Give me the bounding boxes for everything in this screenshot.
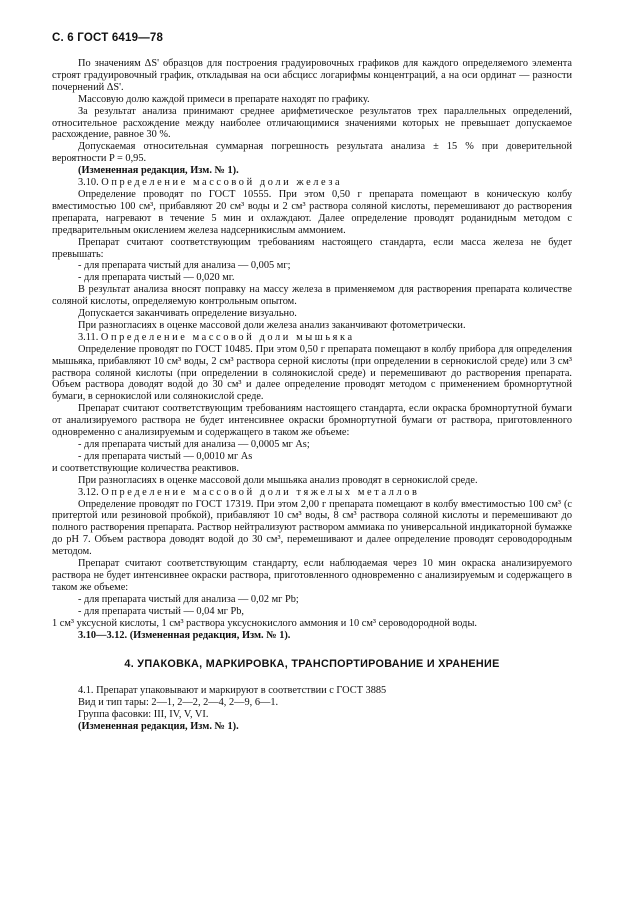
section-4-heading: 4. УПАКОВКА, МАРКИРОВКА, ТРАНСПОРТИРОВАНИЕ И ХРАНЕНИЕ: [124, 658, 500, 671]
paragraph-iron-visual: Допускается заканчивать определение визуально.: [78, 308, 297, 320]
list-item-arsenic-analysis-grade: - для препарата чистый для анализа — 0,0005 мг As;: [78, 439, 310, 450]
paragraph-heavy-metals-requirement: Препарат считают соответствующим стандарту, если наблюдаемая через 10 мин окраска анализируемого раствора не будет интенсивнее окраски раствора, приготовленного одновременно с анализируемым и содержащего в таком же объеме:: [52, 558, 572, 593]
section-3-11-number: 3.11.: [78, 331, 99, 343]
paragraph-graph-construction: По значениям ΔS' образцов для построения градуировочных графиков для каждого определяемого элемента строят градуировочный график, откладывая на оси абсцисс логарифмы концентраций, а на оси ординат — разности почернений ΔS'.: [52, 58, 572, 93]
paragraph-arsenic-dispute: При разногласиях в оценке массовой доли мышьяка анализ проводят в сернокислой среде.: [78, 474, 478, 486]
paragraph-heavy-metals-reagents: 1 см³ уксусной кислоты, 1 см³ раствора уксуснокислого аммония и 10 см³ сероводородной воды.: [52, 617, 477, 629]
revision-note-3: (Измененная редакция, Изм. № 1).: [78, 721, 239, 733]
list-item-lead-analysis-grade: - для препарата чистый для анализа — 0,02 мг Pb;: [78, 593, 299, 605]
paragraph-iron-procedure: Определение проводят по ГОСТ 10555. При этом 0,50 г препарата помещают в коническую колбу вместимостью 100 см³, прибавляют 20 см³ воды и 2 см³ раствора соляной кислоты, перемешивают до растворения препарата, нагревают в течение 5 мин и охлаждают. Далее определение проводят роданидным методом с предварительным окислением железа надсерникислым аммонием.: [52, 188, 572, 236]
paragraph-result-average: За результат анализа принимают среднее арифметическое результатов трех параллельных определений, относительное расхождение между наиболее отличающимися значениями которых не превышает допускаемое расхождение, равное 30 %.: [52, 105, 572, 141]
list-item-lead-pure-grade: - для препарата чистый — 0,04 мг Pb,: [78, 605, 244, 617]
section-3-10-heading: [52, 177, 572, 189]
document-body: [52, 58, 572, 733]
section-3-12-number: 3.12.: [78, 486, 99, 498]
paragraph-container-type: Вид и тип тары: 2—1, 2—2, 2—4, 2—9, 6—1.: [78, 697, 279, 709]
paragraph-packaging: 4.1. Препарат упаковывают и маркируют в соответствии с ГОСТ 3885: [78, 685, 387, 697]
section-3-11-title: Определение массовой доли мышьяка: [100, 331, 355, 343]
list-item-arsenic-pure-grade: - для препарата чистый — 0,0010 мг As: [78, 450, 253, 462]
paragraph-error-tolerance: Допускаемая относительная суммарная погрешность результата анализа ± 15 % при доверительной вероятности P = 0,95.: [52, 141, 572, 165]
paragraph-packing-group: Группа фасовки: III, IV, V, VI.: [78, 709, 209, 721]
list-item-iron-pure-grade: - для препарата чистый — 0,020 мг.: [78, 272, 235, 284]
paragraph-impurity-by-graph: Массовую долю каждой примеси в препарате находят по графику.: [78, 93, 370, 105]
revision-note-2: 3.10—3.12. (Измененная редакция, Изм. № 1).: [78, 629, 291, 641]
paragraph-arsenic-requirement: Препарат считают соответствующим требованиям настоящего стандарта, если окраска бромнортутной бумаги от анализируемого раствора не будет интенсивнее окраски бромнортутной бумаги от раствора, приготовленного одновременно с анализируемым и содержащего в таком же объеме:: [52, 403, 572, 439]
paragraph-iron-requirement: Препарат считают соответствующим требованиям настоящего стандарта, если масса железа не будет превышать:: [52, 236, 572, 260]
section-3-12-heading: [52, 487, 572, 499]
section-3-12-title: Определение массовой доли тяжелых металлов: [101, 486, 420, 498]
section-3-10-title: Определение массовой доли железа: [101, 177, 343, 189]
list-item-iron-analysis-grade: - для препарата чистый для анализа — 0,005 мг;: [78, 260, 291, 272]
revision-note-1: (Измененная редакция, Изм. № 1).: [78, 165, 239, 177]
paragraph-arsenic-reagents: и соответствующие количества реактивов.: [52, 462, 239, 474]
section-3-11-heading: [52, 332, 572, 344]
paragraph-iron-correction: В результат анализа вносят поправку на массу железа в применяемом для растворения препарата количестве соляной кислоты, определяемую контрольным опытом.: [52, 284, 572, 308]
paragraph-heavy-metals-procedure: Определение проводят по ГОСТ 17319. При этом 2,00 г препарата помещают в колбу вместимостью 100 см³ (с притертой или резиновой пробкой), прибавляют 10 см³ воды, 8 см³ раствора соляной кислоты и перемешивают до полного растворения препарата. Раствор нейтрализуют раствором аммиака по универсальной индикаторной бумажке до рН 7. Объем раствора доводят водой до 30 см³, перемешивают и далее определение проводят сероводородным методом.: [52, 498, 572, 558]
paragraph-iron-dispute: При разногласиях в оценке массовой доли железа анализ заканчивают фотометрически.: [78, 319, 466, 331]
page-header: С. 6 ГОСТ 6419—78: [52, 32, 164, 44]
paragraph-arsenic-procedure: Определение проводят по ГОСТ 10485. При этом 0,50 г препарата помещают в колбу прибора для определения мышьяка, прибавляют 10 см³ воды, 2 см³ раствора серной кислоты (при определении в сернокислой среде) или 3 см³ раствора соляной кислоты (при определении в солянокислой среде) и перемешивают до растворения препарата. Объем раствора доводят водой до 30 см³ и далее определение проводят методом с применением бромнортутной бумаги, в сернокислой или солянокислой среде.: [52, 343, 572, 403]
section-3-10-number: 3.10.: [78, 177, 99, 189]
